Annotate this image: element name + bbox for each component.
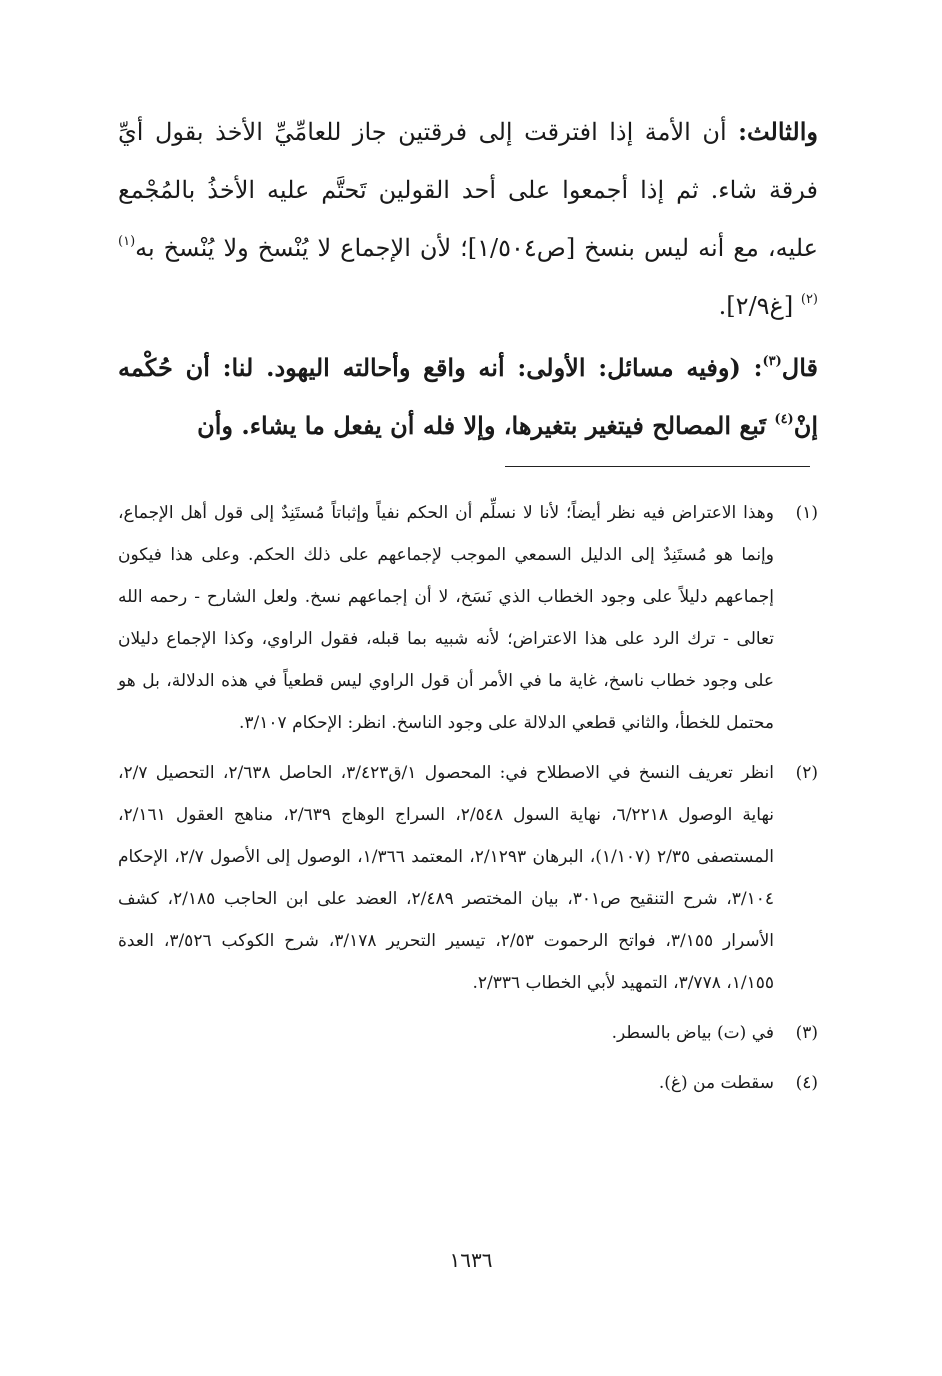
footnote-ref[interactable]: (٣) — [762, 354, 782, 369]
paragraph-text: تَبع المصالح فيتغير بتغيرها، وإلا فله أن يفعل ما يشاء. وأن — [197, 411, 775, 440]
main-text — [118, 103, 818, 455]
footnote-text: في (ت) بياض بالسطر. — [611, 1023, 774, 1043]
paragraph-label: قال — [781, 353, 818, 382]
paragraph-text: : (وفيه مسائل: الأولى: أنه واقع وأحالته اليهود. لنا: أن حُكْمه إنْ — [118, 353, 818, 440]
page-marker: [غ٢/٩]. — [718, 292, 801, 320]
paragraph-text: أن الأمة إذا افترقت إلى فرقتين جاز للعامِّيِّ الأخذ بقول أيِّ فرقة شاء. ثم إذا أجمعوا على أحد القولين تَحتَّم عليه الأخذُ بالمُجْمع عليه، مع أنه ليس بنسخ [ص١/٥٠٤]؛ لأن الإجماع لا يُنْسخ ولا يُنْسخ به — [118, 118, 818, 262]
footnote-ref[interactable]: (١)(٢) — [118, 234, 818, 307]
footnote-separator — [505, 466, 810, 467]
footnote-number: (١) — [795, 503, 818, 523]
paragraph-third — [118, 103, 818, 335]
footnote-ref[interactable]: (٤) — [774, 412, 794, 427]
footnote-text: انظر تعريف النسخ في الاصطلاح في: المحصول ١/ق٣/٤٢٣، الحاصل ٢/٦٣٨، التحصيل ٢/٧، نهاية الوصول ٦/٢٢١٨، نهاية السول ٢/٥٤٨، السراج الوهاج ٢/٦٣٩، مناهج العقول ٢/١٦١، المستصفى ٢/٣٥ (١/١٠٧)، البرهان ٢/١٢٩٣، المعتمد ١/٣٦٦، الوصول إلى الأصول ٢/٧، الإحكام ٣/١٠٤، شرح التنقيح ص٣٠١، بيان المختصر ٢/٤٨٩، العضد على ابن الحاجب ٢/١٨٥، كشف الأسرار ٣/١٥٥، فواتح الرحموت ٢/٥٣، تيسير التحرير ٣/١٧٨، شرح الكوكب ٣/٥٢٦، العدة ١/١٥٥، ٣/٧٧٨، التمهيد لأبي الخطاب ٢/٣٣٦. — [118, 763, 775, 993]
footnote — [118, 1062, 818, 1104]
paragraph-quote — [118, 339, 818, 455]
footnote-text: وهذا الاعتراض فيه نظر أيضاً؛ لأنا لا نسلِّم أن الحكم نفياً وإثباتاً مُستَنِدٌ إلى قول أهل الإجماع، وإنما هو مُستَنِدٌ إلى الدليل السمعي الموجب لإجماعهم على ذلك الحكم. وعلى هذا فيكون إجماعهم دليلاً على وجود الخطاب الذي نَسَخ، لا أن إجماعهم نسخ. ولعل الشارح - رحمه الله تعالى - ترك الرد على هذا الاعتراض؛ لأنه شبيه بما قبله، فقول الراوي، وكذا الإجماع دليلان على وجود خطاب ناسخ، غاية ما في الأمر أن قول الراوي ليس قطعياً في هذه الدلالة، بل هو محتمل للخطأ، والثاني قطعي الدلالة على وجود الناسخ. انظر: الإحكام ٣/١٠٧. — [118, 503, 774, 733]
footnote — [118, 752, 818, 1004]
paragraph-label: والثالث: — [738, 117, 818, 146]
footnote-text: سقطت من (غ). — [658, 1073, 774, 1093]
page-number: ١٦٣٦ — [449, 1248, 493, 1272]
footnote — [118, 492, 818, 744]
footnotes — [118, 492, 818, 1112]
footnote-number: (٤) — [795, 1073, 818, 1093]
footnote — [118, 1012, 818, 1054]
footnote-number: (٢) — [795, 763, 818, 783]
footnote-number: (٣) — [795, 1023, 818, 1043]
